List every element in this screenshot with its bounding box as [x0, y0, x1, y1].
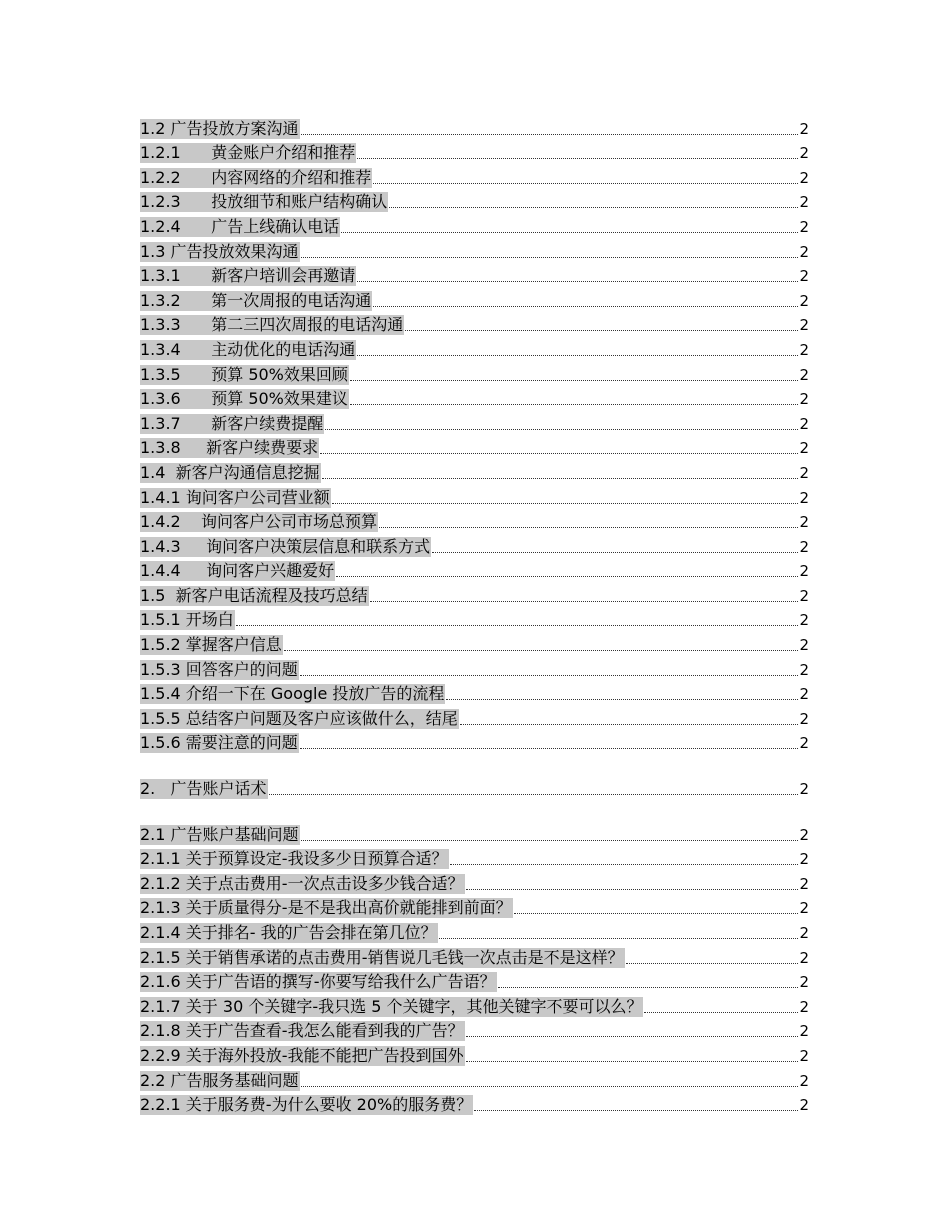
toc-entry-label: 1.2.1 黄金账户介绍和推荐 [140, 143, 356, 163]
toc-dot-leader [439, 937, 799, 939]
toc-entry[interactable] [140, 1066, 809, 1091]
toc-entry[interactable] [140, 992, 809, 1017]
toc-entry[interactable] [140, 557, 809, 582]
toc-entry-label: 1.3.3 第二三四次周报的电话沟通 [140, 315, 404, 335]
toc-entry-label: 2.1.2 关于点击费用-一次点击设多少钱合适？ [140, 873, 464, 893]
toc-entry-label: 2. 广告账户话术 [140, 779, 267, 799]
toc-dot-leader [301, 133, 799, 135]
toc-entry-label: 1.2 广告投放方案沟通 [140, 118, 299, 138]
toc-entry[interactable] [140, 943, 809, 968]
toc-page-number: 2 [799, 636, 809, 655]
toc-page-number: 2 [799, 414, 809, 433]
toc-dot-leader [450, 863, 799, 865]
toc-dot-leader [301, 256, 799, 258]
toc-entry[interactable] [140, 139, 809, 164]
toc-dot-leader [373, 305, 798, 307]
toc-page-number: 2 [799, 825, 809, 844]
toc-dot-leader [350, 403, 799, 405]
toc-entry-label: 2.1.3 关于质量得分-是不是我出高价就能排到前面？ [140, 898, 512, 918]
toc-entry-label: 2.2.1 关于服务费-为什么要收 20%的服务费？ [140, 1095, 473, 1115]
toc-entry[interactable] [140, 581, 809, 606]
toc-entry-label: 1.3.7 新客户续费提醒 [140, 413, 324, 433]
toc-entry-label: 1.5.1 开场白 [140, 610, 234, 630]
toc-page-number: 2 [799, 537, 809, 556]
toc-page-number: 2 [799, 780, 809, 799]
toc-page-number: 2 [799, 874, 809, 893]
toc-entry[interactable] [140, 606, 809, 631]
toc-entry-label: 1.5.3 回答客户的问题 [140, 659, 298, 679]
toc-entry-label: 2.1.7 关于 30 个关键字-我只选 5 个关键字，其他关键字不要可以么？ [140, 996, 643, 1016]
toc-entry-label: 1.4 新客户沟通信息挖掘 [140, 462, 320, 482]
toc-page-number: 2 [799, 924, 809, 942]
toc-page-number: 2 [799, 899, 809, 918]
toc-entry-label: 1.2.3 投放细节和账户结构确认 [140, 192, 388, 212]
toc-page-number: 2 [799, 660, 809, 679]
toc-entry[interactable] [140, 1017, 809, 1042]
toc-entry[interactable] [140, 311, 809, 336]
toc-dot-leader [357, 280, 798, 282]
toc-entry-label: 1.4.3 询问客户决策层信息和联系方式 [140, 536, 431, 556]
toc-page-number: 2 [799, 291, 809, 310]
toc-entry[interactable] [140, 335, 809, 360]
toc-page-number: 2 [799, 1022, 809, 1041]
toc-entry-label: 1.5.4 介绍一下在 Google 投放广告的流程 [140, 684, 445, 704]
toc-dot-leader [357, 157, 798, 159]
toc-entry[interactable] [140, 262, 809, 287]
toc-entry-label: 2.1.5 关于销售承诺的点击费用-销售说几毛钱一次点击是不是这样？ [140, 947, 624, 967]
toc-page-number: 2 [799, 242, 809, 261]
toc-page-number: 2 [799, 1046, 809, 1065]
toc-entry-label: 1.4.4 询问客户兴趣爱好 [140, 561, 335, 581]
toc-entry[interactable] [140, 774, 809, 799]
toc-entry[interactable] [140, 508, 809, 533]
toc-dot-leader [514, 912, 799, 914]
toc-entry[interactable] [140, 385, 809, 410]
toc-entry-label: 1.4.1 询问客户公司营业额 [140, 487, 330, 507]
toc-dot-leader [332, 502, 799, 504]
toc-page-number: 2 [799, 973, 809, 992]
toc-entry[interactable] [140, 704, 809, 729]
toc-page-number: 2 [799, 685, 809, 704]
toc-entry[interactable] [140, 212, 809, 237]
toc-page-number: 2 [799, 586, 809, 605]
toc-entry-label: 1.3.6 预算 50%效果建议 [140, 389, 348, 409]
toc-entry[interactable] [140, 630, 809, 655]
toc-dot-leader [301, 1085, 799, 1087]
toc-dot-leader [389, 206, 798, 208]
toc-entry-label: 1.3.8 新客户续费要求 [140, 438, 319, 458]
toc-dot-leader [498, 986, 799, 988]
toc-dot-leader [301, 839, 799, 841]
toc-dot-leader [626, 962, 799, 964]
toc-entry[interactable] [140, 655, 809, 680]
toc-dot-leader [269, 793, 799, 795]
toc-entry-label: 1.2.4 广告上线确认电话 [140, 216, 340, 236]
toc-entry[interactable] [140, 729, 809, 754]
toc-entry-label: 2.2.9 关于海外投放-我能不能把广告投到国外 [140, 1045, 464, 1065]
toc-dot-leader [474, 1109, 798, 1111]
toc-dot-leader [322, 477, 799, 479]
toc-page-number: 2 [799, 267, 809, 286]
toc-entry-label: 1.3 广告投放效果沟通 [140, 241, 299, 261]
toc-entry[interactable] [140, 845, 809, 870]
toc-entry-label: 1.5.5 总结客户问题及客户应该做什么，结尾 [140, 708, 458, 728]
toc-page-number: 2 [799, 340, 809, 359]
toc-dot-leader [325, 428, 798, 430]
toc-entry[interactable] [140, 163, 809, 188]
toc-page-number: 2 [799, 316, 809, 335]
toc-dot-leader [336, 575, 798, 577]
toc-entry[interactable] [140, 483, 809, 508]
toc-dot-leader [300, 674, 799, 676]
toc-page-number: 2 [799, 488, 809, 507]
toc-dot-leader [644, 1011, 798, 1013]
toc-entry[interactable] [140, 409, 809, 434]
toc-entry[interactable] [140, 434, 809, 459]
toc-page-number: 2 [799, 365, 809, 384]
toc-entry[interactable] [140, 1041, 809, 1066]
toc-entry-label: 1.5.6 需要注意的问题 [140, 733, 298, 753]
toc-dot-leader [357, 354, 798, 356]
toc-dot-leader [379, 526, 798, 528]
toc-page-number: 2 [799, 513, 809, 532]
toc-page-number: 2 [799, 144, 809, 163]
toc-entry[interactable] [140, 820, 809, 845]
toc-entry[interactable] [140, 869, 809, 894]
toc-entry[interactable] [140, 286, 809, 311]
toc-entry[interactable] [140, 237, 809, 262]
toc-page-number: 2 [799, 168, 809, 187]
toc-dot-leader [446, 698, 798, 700]
toc-page-number: 2 [799, 997, 809, 1016]
toc-page-number: 2 [799, 734, 809, 753]
toc-entry-label: 1.4.2 询问客户公司市场总预算 [140, 512, 378, 532]
toc-page-number: 2 [799, 562, 809, 581]
toc-page-number: 2 [799, 439, 809, 458]
toc-entry-label: 2.1.4 关于排名- 我的广告会排在第几位？ [140, 923, 437, 942]
toc-page-number: 2 [799, 611, 809, 630]
toc-page-number: 2 [799, 193, 809, 212]
toc-dot-leader [320, 452, 798, 454]
toc-entry-label: 2.1.8 关于广告查看-我怎么能看到我的广告？ [140, 1021, 464, 1041]
toc-entry-label: 2.1.1 关于预算设定-我设多少日预算合适？ [140, 849, 448, 869]
toc-dot-leader [432, 551, 798, 553]
toc-dot-leader [300, 747, 799, 749]
toc-page-number: 2 [799, 948, 809, 967]
toc-dot-leader [341, 231, 798, 233]
toc-entry[interactable] [140, 918, 809, 943]
toc-page-number: 2 [799, 217, 809, 236]
toc-page-number: 2 [799, 390, 809, 409]
toc-entry-label: 2.1 广告账户基础问题 [140, 824, 299, 844]
toc-dot-leader [373, 182, 798, 184]
toc-entry[interactable] [140, 1091, 809, 1116]
toc-entry[interactable] [140, 968, 809, 993]
toc-entry-label: 2.1.6 关于广告语的撰写-你要写给我什么广告语？ [140, 972, 496, 992]
toc-page-number: 2 [799, 1096, 809, 1115]
toc-entry[interactable] [140, 894, 809, 919]
toc-dot-leader [236, 624, 799, 626]
toc-entry[interactable] [140, 360, 809, 385]
toc-entry[interactable] [140, 188, 809, 213]
toc-dot-leader [405, 329, 798, 331]
toc-dot-leader [284, 649, 799, 651]
toc-entry-label: 1.5.2 掌握客户信息 [140, 635, 282, 655]
toc-entry[interactable] [140, 114, 809, 139]
toc-page-number: 2 [799, 463, 809, 482]
toc-entry[interactable] [140, 680, 809, 705]
toc-page-number: 2 [799, 850, 809, 869]
toc-entry-label: 1.3.4 主动优化的电话沟通 [140, 339, 356, 359]
toc-dot-leader [350, 379, 799, 381]
toc-entry-label: 2.2 广告服务基础问题 [140, 1070, 299, 1090]
toc-dot-leader [466, 1035, 799, 1037]
toc-entry[interactable] [140, 532, 809, 557]
toc-entry-label: 1.5 新客户电话流程及技巧总结 [140, 585, 368, 605]
toc-entry[interactable] [140, 458, 809, 483]
toc-dot-leader [466, 888, 799, 890]
toc-dot-leader [466, 1060, 799, 1062]
toc-dot-leader [370, 600, 799, 602]
toc-entry-label: 1.3.2 第一次周报的电话沟通 [140, 290, 372, 310]
toc-page-number: 2 [799, 709, 809, 728]
toc-entry-label: 1.2.2 内容网络的介绍和推荐 [140, 167, 372, 187]
toc-page-number: 2 [799, 1071, 809, 1090]
toc-page-number: 2 [799, 119, 809, 138]
toc-entry-label: 1.3.1 新客户培训会再邀请 [140, 266, 356, 286]
toc-entry-label: 1.3.5 预算 50%效果回顾 [140, 364, 348, 384]
toc-dot-leader [460, 723, 799, 725]
table-of-contents [140, 114, 809, 1115]
